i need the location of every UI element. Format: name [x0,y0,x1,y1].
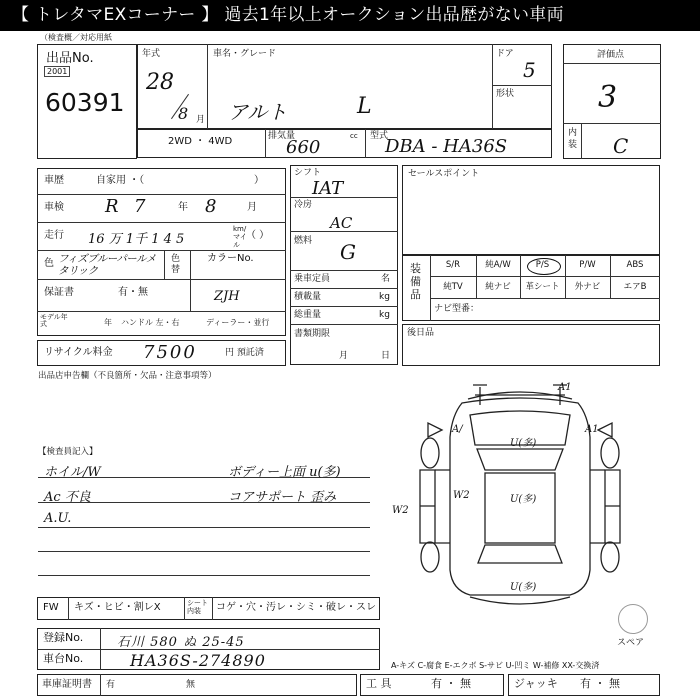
lot-stamp: 2001 [44,66,70,77]
inspection-era: R [105,196,119,217]
equip-tv: 純TV [443,282,463,292]
inspection-month: 8 [205,196,217,217]
shape-label: 形状 [496,89,515,99]
docs-label: 書類期限 [294,329,331,339]
fw-label: FW [43,602,59,613]
spare-label: スペア [617,638,645,648]
color-label: 色 [44,258,54,269]
month-unit: 月 [196,115,206,125]
inspector-note-5: コアサポート 歪み [228,490,337,505]
reg-value: 石川 580 ぬ 25-45 [117,635,245,650]
name-label: 車名・グレード [213,49,277,59]
color-code-value: ZJH [214,289,240,304]
history-value: 自家用 ・（ [96,175,145,186]
chassis-value: HA36S-274890 [130,651,266,670]
lot-label: 出品No. [46,51,94,66]
capacity-label: 乗車定員 [294,274,331,284]
score-label: 評価点 [597,50,625,60]
year-label: 年式 [142,49,161,59]
inspector-note-1: ホイル/W [44,465,101,480]
color-no-label: カラーNo. [207,253,254,264]
recycle-label: リサイクル料金 [44,347,113,358]
interior-value: C [613,134,629,158]
vehicle-grade: L [357,94,372,119]
fw-items: キズ・ヒビ・割レX [74,602,161,613]
dealer-label: ディーラー・並行 [206,318,270,327]
sales-point-label: セールスポイント [408,169,480,179]
diagram-mark-6: U(多) [510,494,537,505]
handle-label: ハンドル 左・右 [121,318,180,327]
model-value: DBA - HA36S [385,136,508,157]
model-year-label: モデル年式 [40,313,68,328]
equip-ext-navi: 外ナビ [574,282,601,292]
diagram-mark-3: A1 [585,424,599,435]
power-steering-circle [527,258,561,275]
ac-label: 冷房 [294,200,313,210]
later-items-label: 後日品 [407,328,435,338]
shift-value: IAT [312,178,344,199]
equip-abs: ABS [626,260,644,270]
reg-label: 登録No. [43,631,84,644]
recycle-unit: 円 預託済 [225,348,264,358]
capacity-unit: 名 [381,274,391,284]
fuel-label: 燃料 [294,236,313,246]
vehicle-name: アルト [228,100,288,124]
interior-label: 内装 [568,128,578,150]
remarks-label: 出品店申告欄（不良箇所・欠品・注意事項等） [38,371,217,381]
tools-label: 工 具 [366,677,392,690]
score-value: 3 [598,80,618,115]
diagram-mark-4: U(多) [510,438,537,449]
tools-value: 有 ・ 無 [431,677,471,690]
history-label: 車歴 [44,175,64,186]
docs-day: 日 [381,351,391,361]
equip-leather: 革シート [525,282,560,292]
load-label: 積載量 [294,292,322,302]
mileage-value: 16 万 1千 1 4 5 [88,232,185,247]
equip-airbag: エアB [623,282,647,292]
diagram-mark-2: A/ [452,424,463,435]
inspector-note-3: A.U. [44,511,72,526]
page-banner: 【 トレタマEXコーナー 】 過去1年以上オークション出品歴がない車両 [0,0,700,31]
weight-unit: kg [379,310,390,320]
equip-navi: 純ナビ [485,282,511,292]
seat-items: コゲ・穴・汚レ・シミ・破レ・スレ [216,602,376,613]
ac-value: AC [330,214,353,232]
load-unit: kg [379,292,390,302]
doors-value: 5 [523,58,536,82]
jack-value: 有 ・ 無 [580,677,620,690]
warranty-label: 保証書 [44,287,74,298]
seat-label: シート内装 [187,599,208,615]
shift-label: シフト [294,168,322,178]
warranty-value: 有・無 [118,287,148,298]
inspector-note-2: Ac 不良 [44,490,91,505]
displacement-value: 660 [286,137,321,158]
history-close: ） [254,175,264,186]
equip-power-window: P/W [579,260,596,270]
model-label: 型式 [370,131,389,141]
nav-model-label: ナビ型番： [434,304,480,314]
year-value: 28 [146,70,174,95]
diagram-mark-8: W2 [392,505,409,516]
model-year-unit: 年 [104,318,112,327]
code-legend: A-キズ C-腐食 E-エクボ S-サビ U-凹ミ W-補修 XX-交換済 [391,661,600,670]
month-value: 8 [178,104,189,123]
weight-label: 総重量 [294,310,322,320]
inspection-label: 車検 [44,202,64,213]
garage-cert-label: 車庫証明書 [42,679,92,690]
equip-alloy-wheel: 純A/W [485,260,511,270]
equipment-label: 装備品 [410,262,421,301]
recycle-value: 7500 [143,342,197,363]
inspector-note-4: ボディー上面 u(多) [228,465,341,480]
displacement-label: 排気量 [268,131,296,141]
diagram-mark-7: U(多) [510,582,537,593]
mileage-unit: km/マイル [233,225,247,249]
equip-sr: S/R [445,260,461,270]
drive-label: 2WD ・ 4WD [168,136,233,147]
inspection-year: 7 [134,196,146,217]
spare-tire-icon [618,604,648,634]
inspector-label: 【検査員記入】 [38,447,98,457]
diagram-mark-1: A1 [558,382,572,393]
lot-number: 60391 [45,88,125,117]
equip-power-steering: P/S [535,260,550,270]
garage-cert-opt2: 無 [186,680,196,690]
mileage-paren: （ ） [246,230,270,241]
later-items-box [402,324,660,366]
color-value: フィズブルーパールメタリック [58,253,156,277]
diagram-mark-5: W2 [453,490,470,501]
inspection-month-unit: 月 [247,202,257,213]
fuel-value: G [340,240,356,264]
garage-cert-opt1: 有 [106,680,116,690]
chassis-label: 車台No. [43,652,84,665]
docs-month: 月 [339,351,349,361]
color-change-label: 色替 [171,254,181,275]
mileage-label: 走行 [44,230,64,241]
cc-unit: cc [350,132,358,140]
doors-label: ドア [496,49,514,59]
jack-label: ジャッキ [514,677,558,690]
sheet-type-label: （検査概／対応用紙 [40,33,112,42]
inspection-year-unit: 年 [178,202,188,213]
